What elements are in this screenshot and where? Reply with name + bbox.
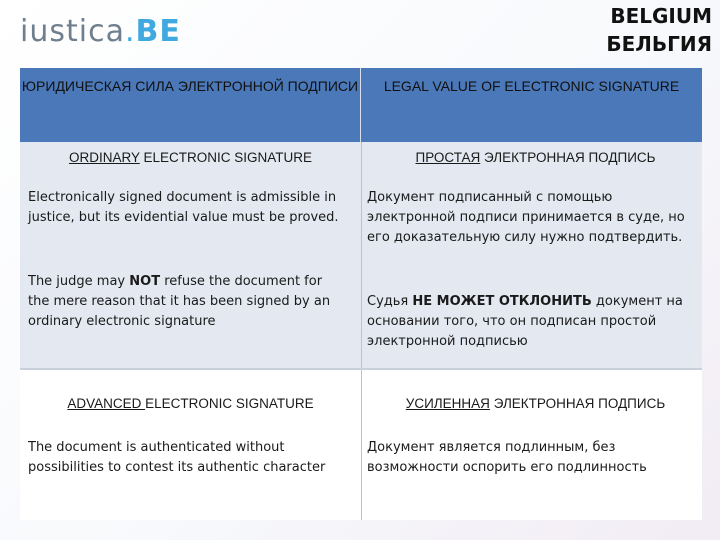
section1-left-p1: Electronically signed document is admissible in justice, but its evidential value must be proved. [28,190,339,225]
column-divider [361,142,362,368]
section2-left-sub-rest: ELECTRONIC SIGNATURE [145,396,314,411]
section2-right-subtitle [365,396,706,411]
section1-left-p2-a: The judge may [28,274,130,289]
section1-left-p2-b: refuse the document for the mere reason that it has been signed by an ordinary electronic signature [28,274,331,329]
country-en: BELGIUM [610,4,712,28]
section1-left-p2 [28,272,333,332]
section1-right-sub-rest: ЭЛЕКТРОННАЯ ПОДПИСЬ [480,150,656,165]
section2-right-sub-underlined: УСИЛЕННАЯ [405,396,490,411]
section2-right-sub-rest: ЭЛЕКТРОННАЯ ПОДПИСЬ [489,396,666,411]
column-divider [361,370,362,520]
country-ru: БЕЛЬГИЯ [606,32,712,56]
country-title [606,2,712,58]
section1-left-subtitle [20,150,361,165]
header-right: LEGAL VALUE OF ELECTRONIC SIGNATURE [383,78,680,94]
comparison-table [20,68,702,520]
section2-left-p1: The document is authenticated without possibilities to contest its authentic character [28,440,326,475]
logo-dot: . [124,14,136,49]
advanced-signature-section [20,368,702,520]
section1-right-p1: Документ подписанный с помощью электронной подписи принимается в суде, но его доказательную силу нужно подтвердить. [367,190,685,245]
ordinary-signature-section [20,142,702,368]
logo-main-text: iustica [20,14,125,49]
logo [20,14,181,48]
section1-left-sub-underlined: ORDINARY [68,150,140,165]
section1-right-subtitle [365,150,706,165]
section1-right-p2-bold: НЕ МОЖЕТ ОТКЛОНИТЬ [412,294,592,309]
section1-right-p2-b: документ на основании того, что он подписан простой электронной подписью [367,294,683,349]
section1-left-sub-rest: ELECTRONIC SIGNATURE [139,150,313,165]
section2-right-p1: Документ является подлинным, без возможности оспорить его подлинность [367,440,647,475]
section2-left-subtitle [20,396,361,411]
header-left: ЮРИДИЧЕСКАЯ СИЛА ЭЛЕКТРОННОЙ ПОДПИСИ [20,68,361,142]
table-header-row [20,68,702,142]
section1-right-sub-underlined: ПРОСТАЯ [415,150,481,165]
section1-right-p2 [367,292,687,352]
section2-left-sub-underlined: ADVANCED [67,396,146,411]
section1-left-p2-bold: NOT [129,274,161,289]
section1-right-p2-a: Судья [367,294,413,309]
logo-tld: BE [135,14,181,49]
